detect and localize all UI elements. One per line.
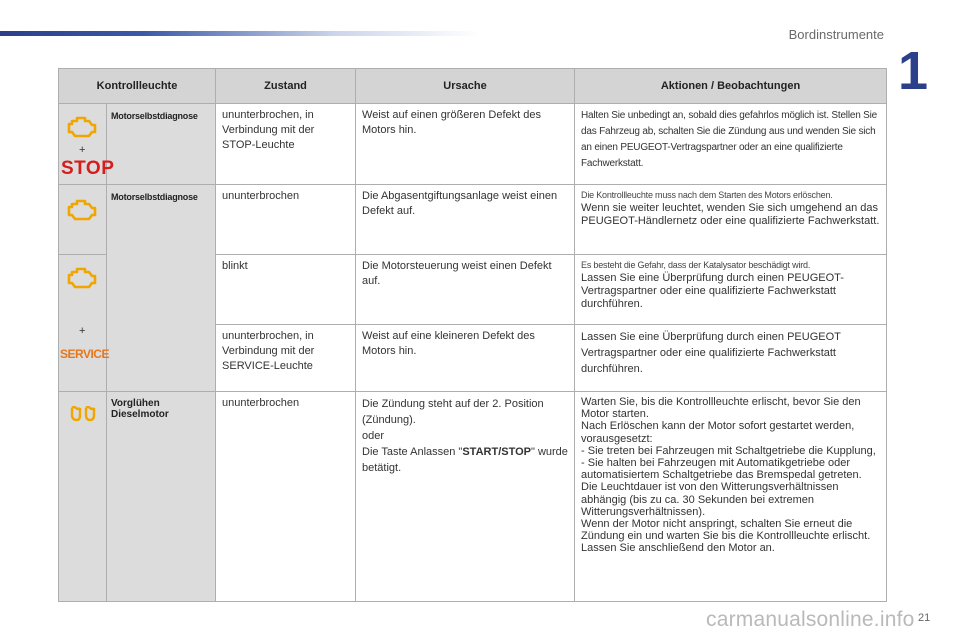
engine-icon bbox=[67, 199, 97, 221]
stop-badge: STOP bbox=[61, 158, 115, 179]
table-header-row bbox=[59, 69, 887, 104]
column-header-indicator: Kontrollleuchte bbox=[59, 69, 216, 104]
cause-cell: Weist auf eine kleineren Defekt des Motors hin. bbox=[356, 325, 575, 392]
state-cell: ununterbrochen, in Verbindung mit der SERVICE-Leuchte bbox=[216, 325, 356, 392]
action-note: Die Kontrollleuchte muss nach dem Starten des Motors erlöschen. bbox=[581, 190, 833, 200]
table-row bbox=[59, 104, 887, 185]
plus-sign: + bbox=[79, 325, 86, 337]
indicator-name: Motorselbstdiagnose bbox=[107, 104, 216, 185]
indicator-cell bbox=[59, 185, 107, 255]
service-badge: SERVICE bbox=[60, 347, 109, 361]
table-row bbox=[59, 392, 887, 602]
action-cell: Die Kontrollleuchte muss nach dem Starten des Motors erlöschen. Wenn sie weiter leuchtet, wenden Sie sich umgehend an das PEUGEOT-Händlernetz oder eine qualifizierte Fachwerkstatt. bbox=[575, 185, 887, 255]
state-cell: ununterbrochen bbox=[216, 392, 356, 602]
watermark: carmanualsonline.info bbox=[706, 608, 915, 631]
action-cell: Es besteht die Gefahr, dass der Katalysator beschädigt wird. Lassen Sie eine Überprüfung durch einen PEUGEOT-Vertragspartner oder eine qualifizierte Fachwerkstatt durchführen. bbox=[575, 255, 887, 325]
action-cell: Lassen Sie eine Überprüfung durch einen PEUGEOT Vertragspartner oder eine qualifizierte Fachwerkstatt durchführen. bbox=[575, 325, 887, 392]
plus-sign: + bbox=[79, 144, 86, 156]
action-cell: Warten Sie, bis die Kontrollleuchte erlischt, bevor Sie den Motor starten. Nach Erlöschen kann der Motor sofort gestartet werden, vorausgesetzt: - Sie treten bei Fahrzeugen mit Schaltgetriebe die Kupplung, - Sie halten bei Fahrzeugen mit Automatikgetriebe oder automatisiertem Schaltgetriebe das Bremspedal getreten. Die Leuchtdauer ist von den Witterungsverhältnissen abhängig (bis zu ca. 30 Sekunden bei extremen Witterungsverhältnissen). Wenn der Motor nicht anspringt, schalten Sie erneut die Zündung ein und warten Sie bis die Kontrollleuchte erlischt. Lassen Sie anschließend den Motor an. bbox=[575, 392, 887, 602]
state-cell: ununterbrochen bbox=[216, 185, 356, 255]
chapter-number: 1 bbox=[898, 41, 929, 101]
state-cell: blinkt bbox=[216, 255, 356, 325]
indicator-name: Motorselbstdiagnose bbox=[107, 185, 216, 392]
engine-icon bbox=[67, 267, 97, 289]
column-header-cause: Ursache bbox=[356, 69, 575, 104]
page-number: 21 bbox=[918, 612, 931, 624]
header-accent-bar bbox=[0, 31, 480, 36]
section-title: Bordinstrumente bbox=[788, 27, 884, 42]
table-row bbox=[59, 185, 887, 255]
action-note: Es besteht die Gefahr, dass der Katalysator beschädigt wird. bbox=[581, 260, 811, 270]
indicator-name: Vorglühen Dieselmotor bbox=[107, 392, 216, 602]
indicator-cell bbox=[59, 104, 115, 185]
action-cell: Halten Sie unbedingt an, sobald dies gefahrlos möglich ist. Stellen Sie das Fahrzeug ab, schalten Sie die Zündung aus und wenden Sie sich an einen PEUGEOT-Vertragspartner oder an eine qualifizierte Fachwerkstatt. bbox=[575, 104, 887, 185]
warning-lights-table bbox=[58, 68, 887, 602]
cause-cell: Die Motorsteuerung weist einen Defekt auf. bbox=[356, 255, 575, 325]
state-cell: ununterbrochen, in Verbindung mit der STOP-Leuchte bbox=[216, 104, 356, 185]
cause-cell: Die Abgasentgiftungsanlage weist einen Defekt auf. bbox=[356, 185, 575, 255]
indicator-cell bbox=[59, 392, 107, 602]
cause-cell: Die Zündung steht auf der 2. Position (Zündung). oder Die Taste Anlassen "START/STOP" wurde betätigt. bbox=[356, 392, 575, 602]
indicator-cell bbox=[59, 255, 107, 392]
engine-icon bbox=[67, 116, 97, 138]
cause-cell: Weist auf einen größeren Defekt des Motors hin. bbox=[356, 104, 575, 185]
column-header-actions: Aktionen / Beobachtungen bbox=[575, 69, 887, 104]
glow-plug-icon bbox=[69, 406, 97, 422]
column-header-state: Zustand bbox=[216, 69, 356, 104]
